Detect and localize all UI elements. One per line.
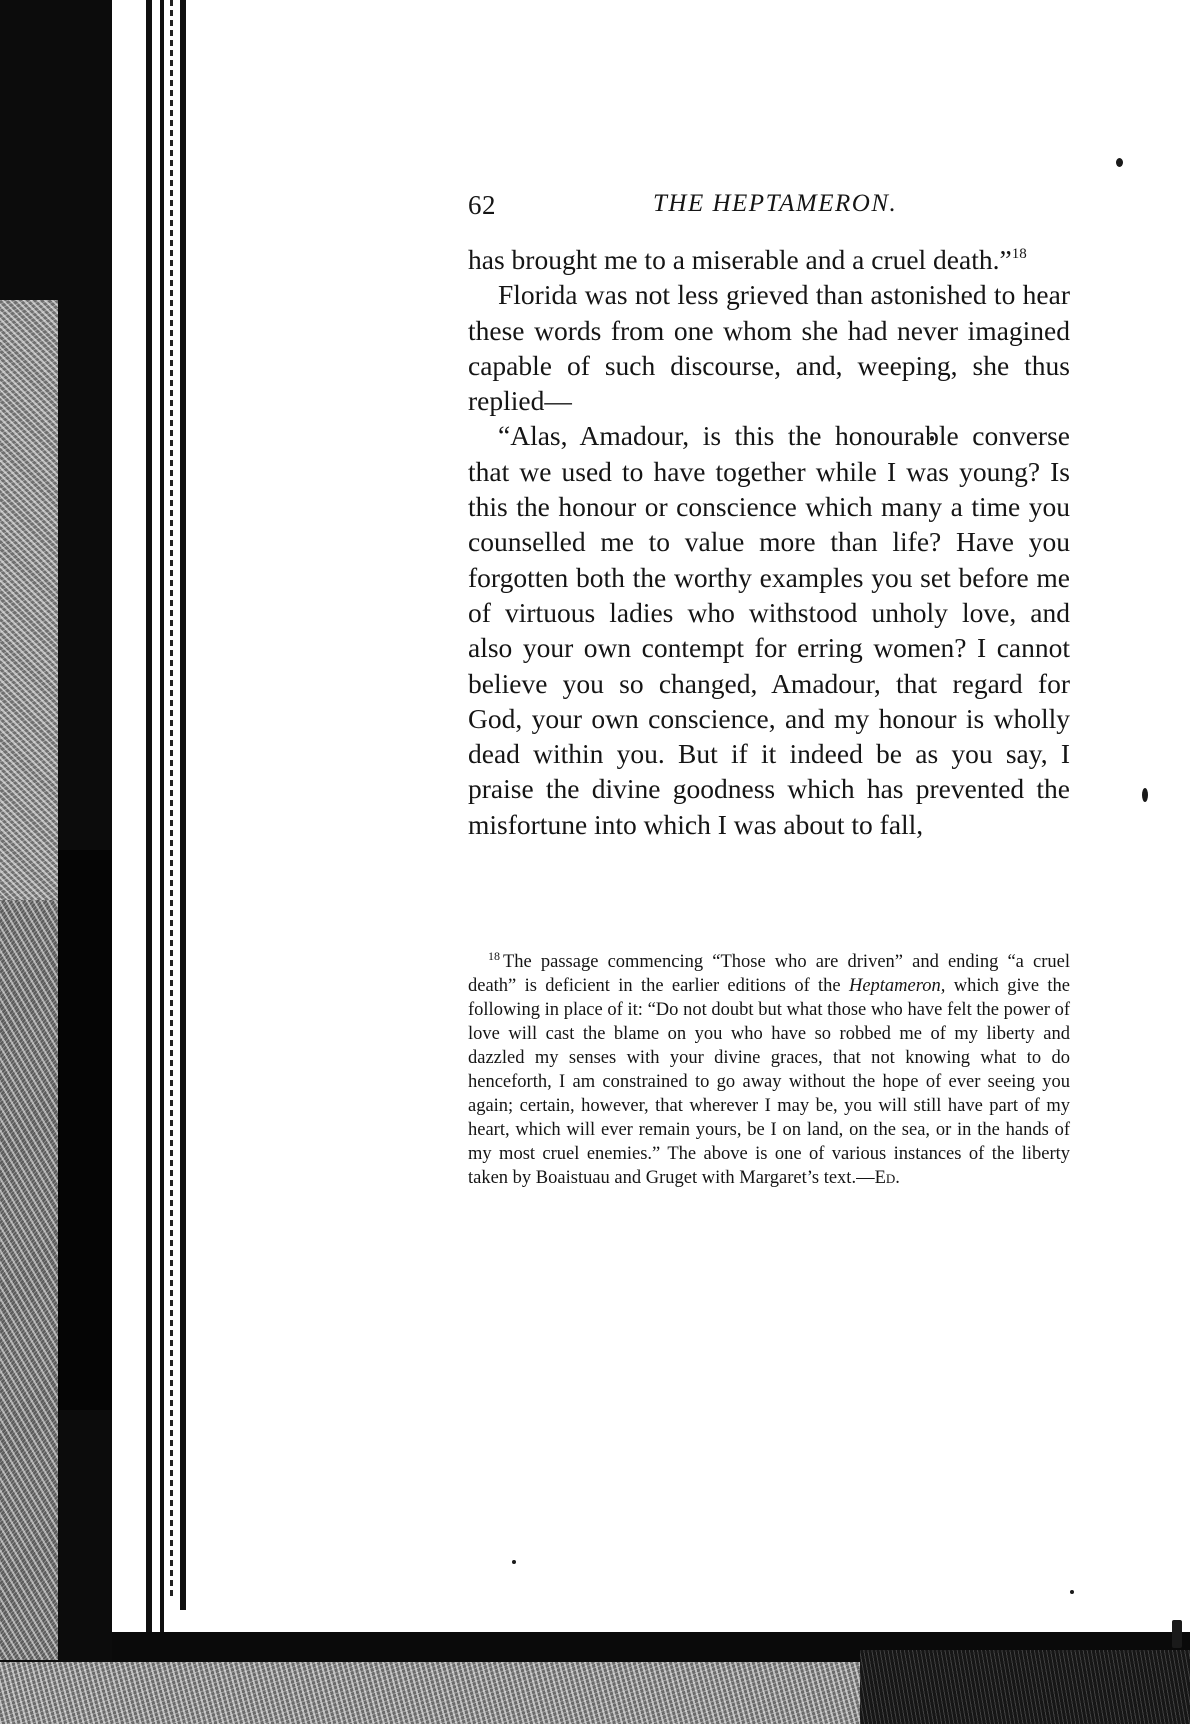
scan-speck	[512, 1560, 516, 1564]
scan-speck	[1172, 1620, 1182, 1648]
page-number: 62	[468, 190, 496, 220]
scan-speck	[1142, 788, 1148, 802]
footnote-book-title: Heptameron,	[848, 976, 946, 996]
paragraph-speech: “Alas, Amadour, is this the honourable converse that we used to have together while I was young? Is this the honour or conscience which many a time you counselled me to value more than life? Have you forgotten both the worthy examples you set before me of virtuous ladies who withstood unholy love, and also your own contempt for erring women? I cannot believe you so changed, Amadour, that regard for God, your own conscience, and my honour is wholly dead within you. But if it indeed be as you say, I praise the divine goodness which has prevented the misfortune into which I was about to fall,	[468, 420, 1070, 840]
footnote-editor-abbrev: Ed.	[874, 1168, 900, 1188]
running-title: THE HEPTAMERON.	[653, 190, 898, 217]
binding-black-block	[58, 850, 112, 1410]
footnote	[468, 950, 1070, 1190]
binding-dashed-rule	[170, 0, 173, 1600]
binding-white-strip	[112, 20, 146, 1620]
footnote-reference: 18	[1011, 246, 1027, 262]
scan-speck	[1070, 1590, 1074, 1594]
binding-rule-1	[146, 0, 152, 1640]
bottom-dark-corner	[860, 1650, 1190, 1724]
binding-rule-3	[180, 0, 186, 1610]
binding-rule-2	[160, 0, 164, 1640]
binding-speckle-lower	[0, 900, 58, 1660]
page-header	[468, 190, 1070, 230]
body-text	[468, 242, 1070, 842]
paragraph-continuation	[468, 242, 1070, 277]
scan-speck	[1116, 158, 1123, 167]
footnote-text-part1: The passage commencing “Those who are driven” and ending “a cruel death” is deficient in the earlier editions of the	[468, 952, 1070, 996]
paragraph-florida: Florida was not less grieved than astonished to hear these words from one whom she had never imagined capable of such discourse, and, weeping, she thus replied—	[468, 279, 1070, 417]
binding-speckle-upper	[0, 300, 58, 900]
footnote-text-part3: which give the following in place of it: “Do not doubt but what those who have felt the power of love will cast the blame on you who have so robbed me of my liberty and dazzled my senses with your divine graces, that not knowing what to do henceforth, I am constrained to go away without the hope of ever seeing you again; certain, however, that wherever I may be, you will still have part of my heart, which will ever remain yours, be I on land, on the sea, or in the hands of my most cruel enemies.” The above is one of various instances of the liberty taken by Boaistuau and Gruget with Margaret’s text.—	[468, 976, 1070, 1188]
footnote-marker: 18	[488, 949, 500, 963]
paragraph-text: has brought me to a miserable and a cruel death.”	[468, 244, 1012, 275]
